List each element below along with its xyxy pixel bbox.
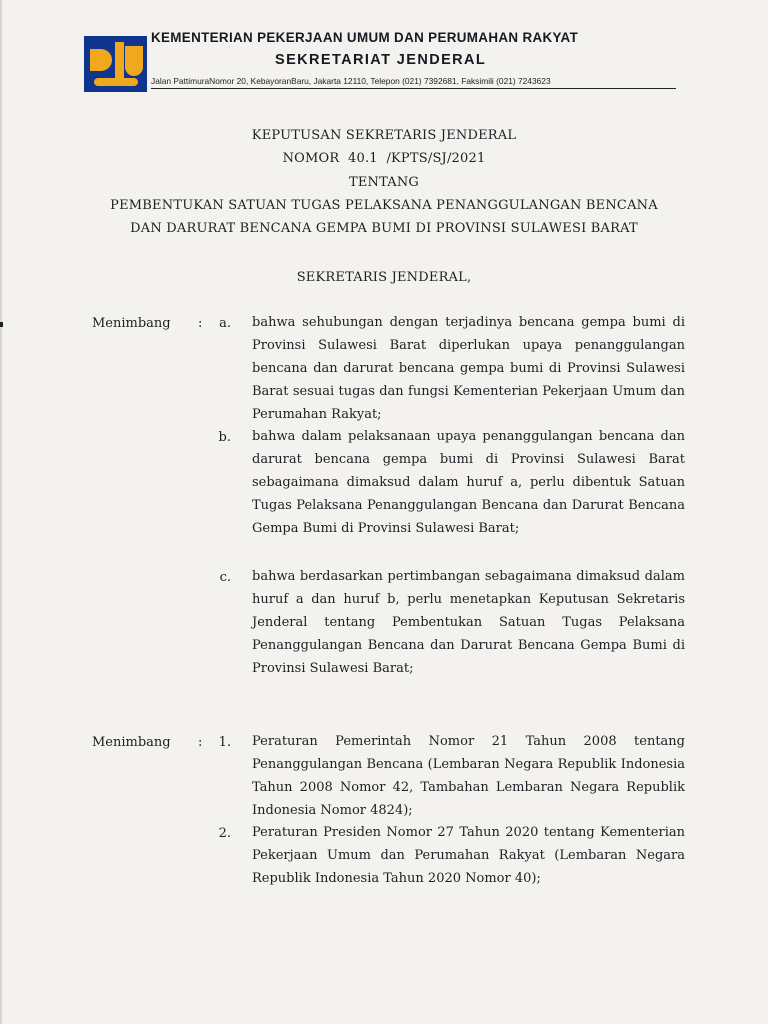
ministry-logo [84, 36, 147, 92]
decree-subject-line-2: DAN DARURAT BENCANA GEMPA BUMI DI PROVINSI SULAWESI BARAT [130, 221, 638, 236]
list-item: Peraturan Pemerintah Nomor 21 Tahun 2008 tentang Penanggulangan Bencana (Lembaran Negara Republik Indonesia Tahun 2008 Nomor 42, Tambahan Lembaran Negara Republik Indonesia Nomor 4824); [252, 734, 685, 818]
item-marker: c. [219, 570, 231, 585]
letterhead-rule [151, 88, 676, 89]
section-label: Menimbang [92, 316, 171, 331]
letterhead-secretariat: SEKRETARIAT JENDERAL [275, 52, 487, 68]
decree-number: NOMOR 40.1 /KPTS/SJ/2021 [282, 151, 486, 166]
letterhead-ministry: KEMENTERIAN PEKERJAAN UMUM DAN PERUMAHAN RAKYAT [151, 30, 579, 45]
list-item: bahwa sehubungan dengan terjadinya bencana gempa bumi di Provinsi Sulawesi Barat diperlukan upaya penanggulangan bencana dan darurat bencana gempa bumi di Provinsi Sulawesi Barat sesuai tugas dan fungsi Kementerian Pekerjaan Umum dan Perumahan Rakyat; [252, 315, 685, 422]
item-marker: a. [219, 316, 231, 331]
section-colon: : [198, 316, 203, 331]
list-item: bahwa berdasarkan pertimbangan sebagaimana dimaksud dalam huruf a dan huruf b, perlu menetapkan Keputusan Sekretaris Jenderal tentang Pembentukan Satuan Tugas Pelaksana Penanggulangan Bencana dan Darurat Bencana Gempa Bumi di Provinsi Sulawesi Barat; [252, 569, 685, 676]
scan-mark [0, 322, 3, 327]
section-colon: : [198, 735, 203, 750]
list-item: Peraturan Presiden Nomor 27 Tahun 2020 tentang Kementerian Pekerjaan Umum dan Perumahan Rakyat (Lembaran Negara Republik Indonesia Tahun 2020 Nomor 40); [252, 825, 685, 886]
letterhead [84, 30, 676, 92]
decree-subject-line-1: PEMBENTUKAN SATUAN TUGAS PELAKSANA PENANGGULANGAN BENCANA [110, 198, 658, 213]
item-marker: 2. [218, 826, 231, 841]
decree-title: KEPUTUSAN SEKRETARIS JENDERAL [251, 128, 517, 143]
item-marker: 1. [218, 735, 231, 750]
signatory-title: SEKRETARIS JENDERAL, [296, 270, 472, 285]
decree-about: TENTANG [348, 175, 420, 190]
list-item: bahwa dalam pelaksanaan upaya penanggulangan bencana dan darurat bencana gempa bumi di Provinsi Sulawesi Barat sebagaimana dimaksud dalam huruf a, perlu dibentuk Satuan Tugas Pelaksana Penanggulangan Bencana dan Darurat Bencana Gempa Bumi di Provinsi Sulawesi Barat; [252, 429, 685, 536]
letterhead-address: Jalan PattimuraNomor 20, KebayoranBaru, Jakarta 12110, Telepon (021) 7392681, Faksimili (021) 7243623 [151, 76, 551, 86]
item-marker: b. [218, 430, 231, 445]
section-label: Menimbang [92, 735, 171, 750]
